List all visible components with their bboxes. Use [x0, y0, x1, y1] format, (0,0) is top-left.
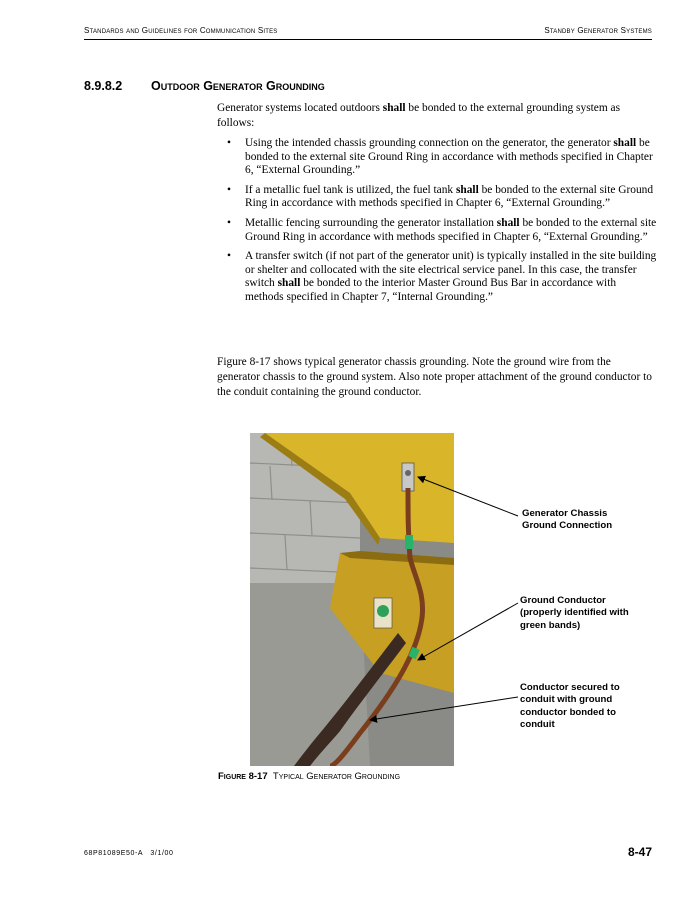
- document-id: 68P81089E50-A 3/1/00: [84, 850, 174, 857]
- label-symbol: [377, 605, 389, 617]
- lug-bolt: [405, 470, 411, 476]
- page-number: 8-47: [627, 845, 652, 859]
- list-item: • A transfer switch (if not part of the generator unit) is typically installed in the site building or shelter and collocated with the site electrical service panel. In this case, the transfer switch shall be bonded to the interior Master Ground Bus Bar in accordance with methods specified in Chapter 7, “Internal Grounding.”: [227, 250, 657, 303]
- callout-chassis-ground-connection: Generator Chassis Ground Connection: [522, 508, 613, 532]
- intro-paragraph: Generator systems located outdoors shall be bonded to the external grounding system as follows:: [217, 102, 621, 129]
- header-rule: [84, 39, 652, 40]
- running-header-right: Standby Generator Systems: [544, 26, 652, 35]
- callout-conductor-secured: Conductor secured to conduit with ground conductor bonded to conduit: [520, 682, 620, 731]
- generator-grounding-photo: [250, 433, 454, 766]
- list-item: • If a metallic fuel tank is utilized, the fuel tank shall be bonded to the external site Ground Ring in accordance with methods specified in Chapter 6, “External Grounding.”: [227, 183, 654, 210]
- callout-ground-conductor: Ground Conductor (properly identified with green bands): [520, 595, 629, 631]
- section-title: Outdoor Generator Grounding: [151, 79, 325, 93]
- section-number: 8.9.8.2: [84, 79, 123, 93]
- green-band-upper: [405, 535, 413, 549]
- requirements-list: [217, 137, 657, 311]
- chassis-ground-lug: [402, 463, 414, 491]
- figure-caption: Figure 8-17 Typical Generator Grounding: [218, 771, 401, 782]
- running-header-left: Standards and Guidelines for Communication Sites: [84, 26, 278, 35]
- list-item: • Metallic fencing surrounding the generator installation shall be bonded to the external site Ground Ring in accordance with methods specified in Chapter 6, “External Grounding.”: [227, 216, 657, 243]
- figure-reference-paragraph: Figure 8-17 shows typical generator chassis grounding. Note the ground wire from the generator chassis to the ground system. Also note proper attachment of the ground conductor to the conduit containing the ground conductor.: [217, 356, 652, 398]
- list-item: • Using the intended chassis grounding connection on the generator, the generator shall be bonded to the external site Ground Ring in accordance with methods specified in Chapter 6, “External Grounding.”: [227, 137, 653, 177]
